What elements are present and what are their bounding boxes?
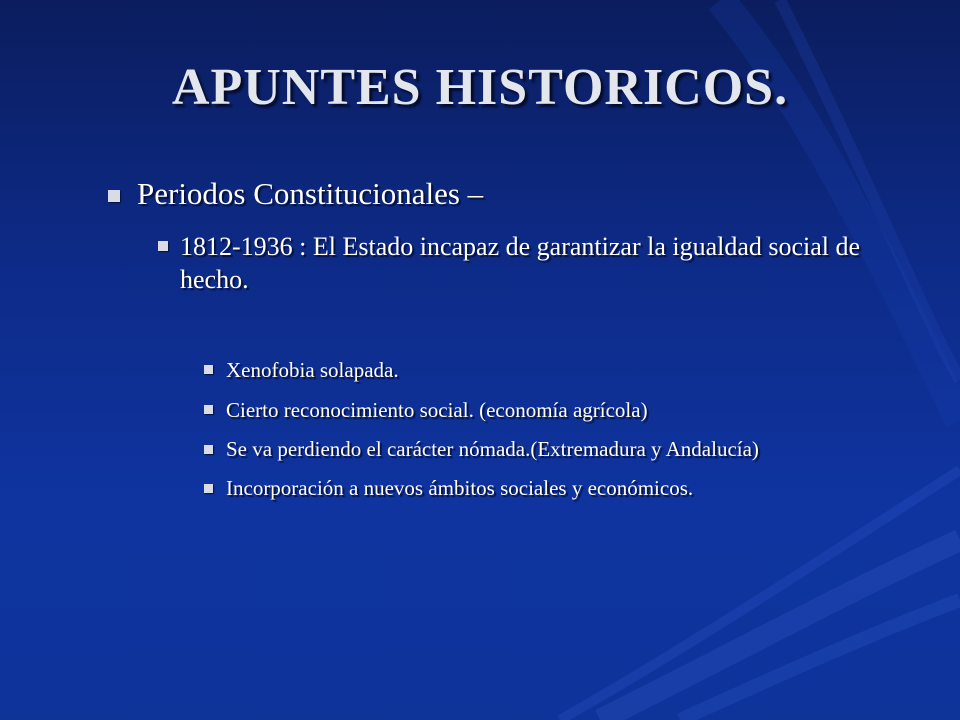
level3-item: Incorporación a nuevos ámbitos sociales y económicos. bbox=[226, 476, 694, 500]
bullet-square-icon bbox=[204, 405, 213, 414]
bullet-square-icon bbox=[204, 365, 213, 374]
bullet-square-icon bbox=[204, 445, 213, 454]
level2-item: 1812-1936 : El Estado incapaz de garantizar la igualdad social de hecho. bbox=[180, 232, 861, 294]
level1-item: Periodos Constitucionales – bbox=[137, 176, 484, 211]
slide-title: APUNTES HISTORICOS. bbox=[171, 59, 789, 116]
level3-item: Xenofobia solapada. bbox=[226, 358, 399, 382]
level3-item: Cierto reconocimiento social. (economía agrícola) bbox=[226, 398, 648, 422]
bullet-square-icon bbox=[158, 241, 168, 251]
bullet-square-icon bbox=[204, 484, 213, 493]
bullet-square-icon bbox=[108, 190, 120, 202]
level3-item: Se va perdiendo el carácter nómada.(Extremadura y Andalucía) bbox=[226, 437, 759, 461]
